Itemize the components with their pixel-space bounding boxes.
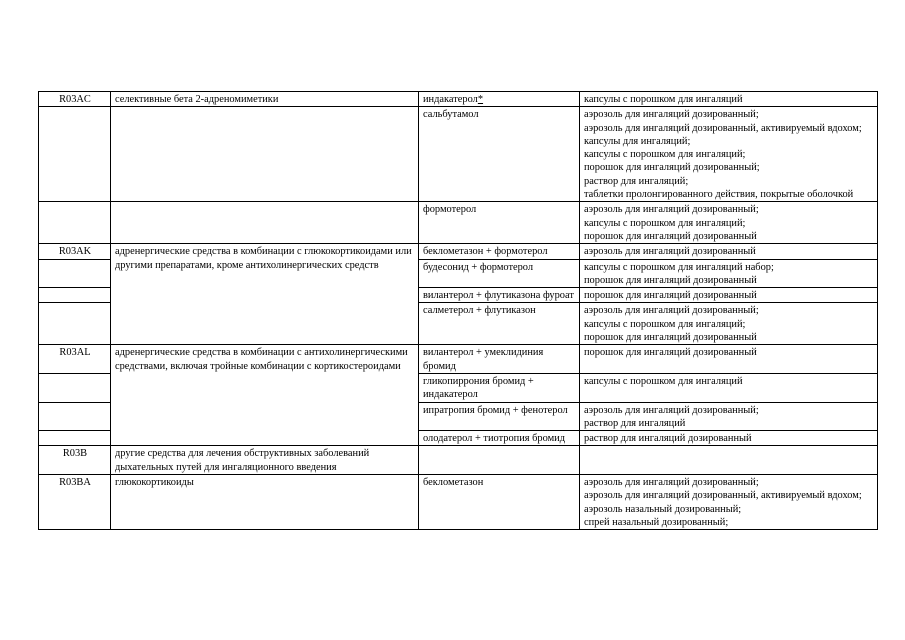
table-row [39,202,878,244]
drug-name: ипратропия бромид + фенотерол [419,402,580,431]
dosage-forms [580,373,878,402]
dosage-forms [580,345,878,374]
dosage-forms [580,446,878,475]
atc-group: селективные бета 2-адреномиметики [111,92,419,107]
atc-code [39,431,111,446]
drug-name: вилантерол + флутиказона фуроат [419,288,580,303]
dosage-form: аэрозоль для ингаляций дозированный [584,246,756,258]
dosage-form: раствор для ингаляций; [584,175,689,187]
dosage-forms [580,107,878,202]
dosage-form: капсулы с порошком для ингаляций; [584,217,746,229]
drug-name: гликопиррония бромид + индакатерол [419,373,580,402]
drug-table-body [39,92,878,530]
atc-code: R03B [39,446,111,475]
dosage-forms [580,402,878,431]
dosage-forms [580,202,878,244]
drug-footnote-mark[interactable]: * [477,94,484,105]
drug-name: салметерол + флутиказон [419,303,580,345]
dosage-forms [580,475,878,530]
dosage-forms [580,431,878,446]
atc-code: R03BA [39,475,111,530]
dosage-form: порошок для ингаляций дозированный [584,347,757,359]
table-row [39,345,878,374]
dosage-form: порошок для ингаляций дозированный [584,274,757,286]
drug-table [38,91,878,530]
dosage-forms [580,244,878,259]
atc-code [39,373,111,402]
atc-code [39,303,111,345]
table-row [39,107,878,202]
dosage-form: капсулы с порошком для ингаляций; [584,149,746,161]
atc-code [39,202,111,244]
dosage-form: аэрозоль для ингаляций дозированный; [584,305,759,317]
dosage-form: капсулы с порошком для ингаляций [584,94,743,105]
dosage-form: порошок для ингаляций дозированный [584,332,757,344]
dosage-forms [580,92,878,107]
dosage-form: порошок для ингаляций дозированный; [584,162,760,174]
dosage-form: аэрозоль для ингаляций дозированный; [584,204,759,216]
dosage-form: спрей назальный дозированный; [584,516,729,528]
drug-name: беклометазон + формотерол [419,244,580,259]
drug-name-text: индакатерол [423,94,478,105]
dosage-form: аэрозоль для ингаляций дозированный; [584,404,759,416]
dosage-form: аэрозоль назальный дозированный; [584,503,742,515]
atc-code: R03AL [39,345,111,374]
dosage-forms [580,259,878,288]
drug-name [419,92,580,107]
table-row [39,446,878,475]
dosage-form: порошок для ингаляций дозированный [584,290,757,302]
dosage-form: раствор для ингаляций дозированный [584,433,752,445]
dosage-form: капсулы с порошком для ингаляций набор; [584,261,774,273]
atc-group: адренергические средства в комбинации с глюкокортикоидами или другими препаратами, кроме антихолинергических средств [111,244,419,345]
dosage-forms [580,303,878,345]
atc-code [39,288,111,303]
table-row [39,475,878,530]
dosage-form: аэрозоль для ингаляций дозированный; [584,109,759,121]
drug-name: формотерол [419,202,580,244]
atc-code [39,107,111,202]
drug-name: будесонид + формотерол [419,259,580,288]
atc-group [111,107,419,202]
drug-name: вилантерол + умеклидиния бромид [419,345,580,374]
atc-group [111,202,419,244]
dosage-form: аэрозоль для ингаляций дозированный, активируемый вдохом; [584,490,862,502]
table-row [39,92,878,107]
atc-code [39,402,111,431]
atc-code [39,259,111,288]
drug-name: олодатерол + тиотропия бромид [419,431,580,446]
atc-group: глюкокортикоиды [111,475,419,530]
drug-name: сальбутамол [419,107,580,202]
dosage-form: аэрозоль для ингаляций дозированный, активируемый вдохом; [584,122,862,134]
dosage-form: капсулы с порошком для ингаляций; [584,318,746,330]
drug-name [419,446,580,475]
atc-group: адренергические средства в комбинации с антихолинергическими средствами, включая тройные комбинации с кортикостероидами [111,345,419,446]
dosage-form: раствор для ингаляций [584,417,686,429]
dosage-form: аэрозоль для ингаляций дозированный; [584,477,759,489]
atc-code: R03AK [39,244,111,259]
dosage-form: капсулы для ингаляций; [584,135,691,147]
dosage-form: порошок для ингаляций дозированный [584,230,757,242]
atc-code: R03AC [39,92,111,107]
dosage-form: таблетки пролонгированного действия, покрытые оболочкой [584,189,854,201]
drug-name: беклометазон [419,475,580,530]
table-row [39,244,878,259]
dosage-forms [580,288,878,303]
atc-group: другие средства для лечения обструктивных заболеваний дыхательных путей для ингаляционного введения [111,446,419,475]
dosage-form: капсулы с порошком для ингаляций [584,375,743,387]
